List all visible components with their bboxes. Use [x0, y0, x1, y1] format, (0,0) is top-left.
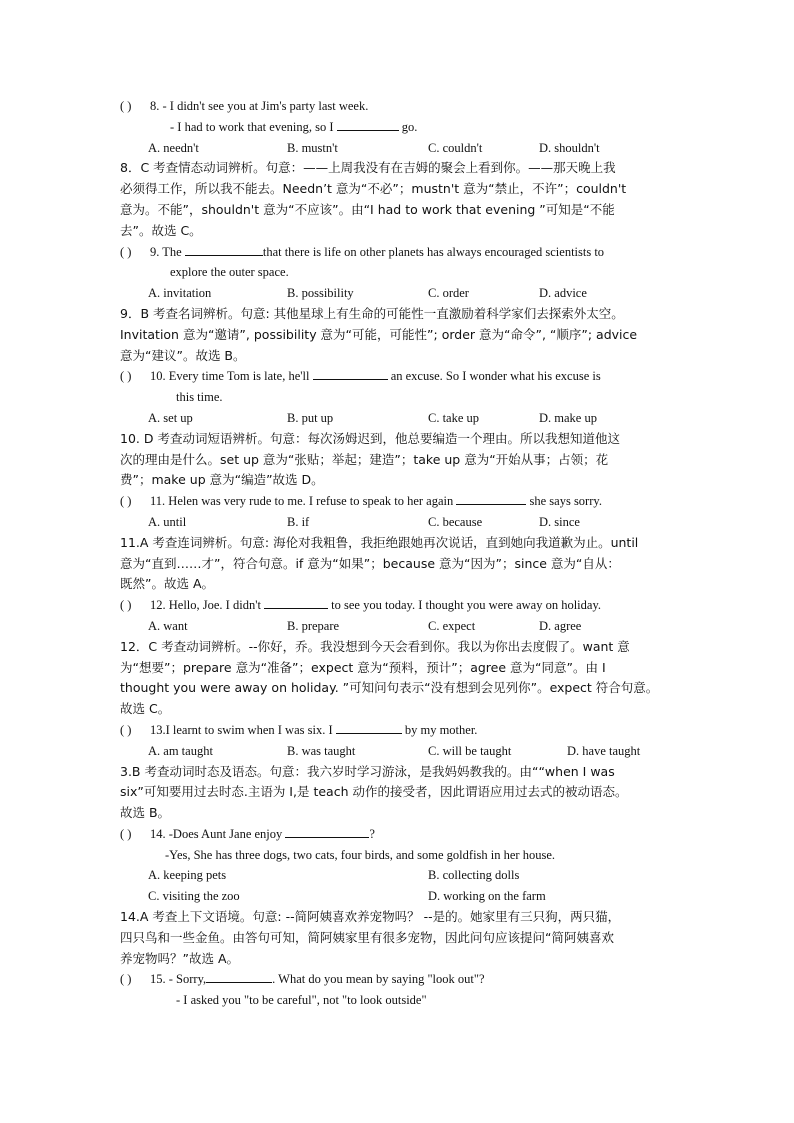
option-d: D. make up: [539, 410, 597, 425]
option-b: B. was taught: [287, 743, 356, 758]
options-9: [120, 283, 680, 304]
explanation-line: 意为“直到……才”，符合句意。if 意为“如果”；because 意为“因为”；since 意为“自从：: [120, 555, 620, 571]
answer-blank: [285, 825, 369, 838]
explanation-line: 8．C 考查情态动词辨析。句意：——上周我没有在吉姆的聚会上看到你。——那天晚上我: [120, 160, 616, 176]
question-14-line-2: -Yes, She has three dogs, two cats, four birds, and some goldfish in her house.: [165, 847, 555, 862]
answer-blank: [264, 596, 328, 609]
option-d: D. working on the farm: [428, 889, 546, 904]
options-14-row-1: [120, 865, 680, 886]
answer-paren: ( ): [120, 722, 132, 737]
question-9-line-2: explore the outer space.: [170, 265, 289, 280]
explanation-line: 9．B 考查名词辨析。句意: 其他星球上有生命的可能性一直激励着科学家们去探索外太空。: [120, 305, 624, 321]
explanation-10: [120, 429, 680, 491]
option-b: B. prepare: [287, 618, 340, 633]
question-stem: 12. Hello, Joe. I didn't: [150, 598, 265, 613]
answer-blank: [456, 492, 526, 505]
explanation-line: 故选 B。: [120, 805, 171, 821]
question-8-line-2: [120, 117, 680, 138]
explanation-line: Invitation 意为“邀请”, possibility 意为“可能，可能性”; order 意为“命令”, “顺序”; advice: [120, 326, 638, 342]
options-14-row-2: [120, 886, 680, 907]
explanation-line: thought you were away on holiday. ”可知问句表示“没有想到会见列你”。expect 符合句意。: [120, 680, 659, 696]
question-10-line-2: this time.: [176, 390, 223, 405]
question-15-line-2: - I asked you "to be careful", not "to look outside": [176, 993, 427, 1008]
option-c: C. will be taught: [428, 743, 512, 758]
question-11: [120, 491, 680, 512]
question-8: [120, 96, 680, 117]
options-11: [120, 512, 680, 533]
option-a: A. am taught: [148, 743, 213, 758]
option-c: C. because: [428, 514, 483, 529]
explanation-12: [120, 637, 680, 720]
question-15: [120, 969, 680, 990]
explanation-line: 次的理由是什么。set up 意为“张贴；举起；建造”；take up 意为“开始从事；占领；花: [120, 451, 609, 467]
explanation-13: [120, 762, 680, 824]
option-b: B. mustn't: [287, 140, 338, 155]
question-stem: go.: [398, 119, 418, 134]
option-a: A. want: [148, 618, 188, 633]
option-c: C. expect: [428, 618, 476, 633]
option-d: D. shouldn't: [539, 140, 600, 155]
option-b: B. collecting dolls: [428, 868, 520, 883]
document-page: [120, 96, 680, 1011]
options-10: [120, 408, 680, 429]
explanation-line: 意为。不能”，shouldn't 意为“不应该”。由“I had to work that evening ”可知是“不能: [120, 201, 615, 217]
option-a: A. keeping pets: [148, 868, 227, 883]
answer-paren: ( ): [120, 99, 132, 113]
question-stem: she says sorry.: [526, 494, 602, 509]
explanation-line: 意为“建议”。故选 B。: [120, 347, 246, 363]
options-13: [120, 741, 680, 762]
explanation-line: 12．C 考查动词辨析。--你好，乔。我没想到今天会看到你。我以为你出去度假了。want 意: [120, 638, 630, 654]
question-14: [120, 824, 680, 845]
question-12: [120, 595, 680, 616]
option-a: A. set up: [148, 410, 193, 425]
question-stem: ?: [369, 826, 375, 841]
question-stem: - I had to work that evening, so I: [170, 119, 337, 134]
explanation-line: 故选 C。: [120, 701, 171, 717]
explanation-line: 四只鸟和一些金鱼。由答句可知，简阿姨家里有很多宠物，因此问句应该提问“简阿姨喜欢: [120, 929, 614, 945]
explanation-line: 为“想要”；prepare 意为“准备”；expect 意为“预料，预计”；agree 意为“同意”。由 I: [120, 659, 606, 675]
option-d: D. advice: [539, 286, 587, 301]
option-c: C. order: [428, 286, 469, 301]
option-c: C. couldn't: [428, 140, 483, 155]
question-stem: 9. The: [150, 244, 185, 259]
question-stem: that there is life on other planets has always encouraged scientists to: [262, 244, 605, 259]
question-13: [120, 720, 680, 741]
answer-blank: [337, 118, 399, 131]
question-stem: 11. Helen was very rude to me. I refuse to speak to her again: [150, 494, 457, 509]
option-d: D. have taught: [567, 743, 641, 758]
question-stem: 14. -Does Aunt Jane enjoy: [150, 826, 286, 841]
answer-paren: ( ): [120, 494, 132, 509]
question-stem: by my mother.: [401, 722, 478, 737]
explanation-8: [120, 158, 680, 241]
option-b: B. put up: [287, 410, 334, 425]
answer-paren: ( ): [120, 972, 132, 987]
question-stem: . What do you mean by saying "look out"?: [272, 972, 485, 987]
explanation-line: 10. D 考查动词短语辨析。句意：每次汤姆迟到，他总要编造一个理由。所以我想知道他这: [120, 430, 620, 446]
question-stem: 10. Every time Tom is late, he'll: [150, 369, 313, 384]
option-c: C. visiting the zoo: [148, 889, 240, 904]
options-8: [120, 138, 680, 159]
answer-blank: [313, 367, 388, 380]
option-b: B. if: [287, 514, 310, 529]
explanation-14: [120, 907, 680, 969]
options-12: [120, 616, 680, 637]
option-b: B. possibility: [287, 286, 354, 301]
answer-paren: ( ): [120, 826, 132, 841]
option-c: C. take up: [428, 410, 480, 425]
explanation-line: 费”；make up 意为“编造”故选 D。: [120, 472, 324, 488]
explanation-line: 14.A 考查上下文语境。句意: --简阿姨喜欢养宠物吗？ --是的。她家里有三只狗，两只猫，: [120, 909, 621, 925]
option-a: A. needn't: [148, 140, 199, 155]
explanation-9: [120, 304, 680, 366]
option-d: D. agree: [539, 618, 582, 633]
explanation-11: [120, 533, 680, 595]
question-stem: 15. - Sorry,: [150, 972, 207, 987]
explanation-line: 必须得工作，所以我不能去。Needn’t 意为“不必”；mustn't 意为“禁止，不许”；couldn't: [120, 181, 627, 197]
question-stem: to see you today. I thought you were away on holiday.: [328, 598, 602, 613]
explanation-line: 11.A 考查连词辨析。句意: 海伦对我粗鲁，我拒绝跟她再次说话，直到她向我道歉为止。until: [120, 534, 639, 550]
answer-paren: ( ): [120, 598, 132, 613]
answer-blank: [185, 243, 263, 256]
option-a: A. invitation: [148, 286, 212, 301]
question-9: [120, 242, 680, 263]
answer-paren: ( ): [120, 244, 132, 259]
answer-blank: [336, 721, 402, 734]
question-stem: 8. - I didn't see you at Jim's party last week.: [150, 99, 369, 113]
question-stem: an excuse. So I wonder what his excuse is: [387, 369, 601, 384]
option-d: D. since: [539, 514, 580, 529]
explanation-line: 既然”。故选 A。: [120, 576, 215, 592]
explanation-line: 3.B 考查动词时态及语态。句意：我六岁时学习游泳，是我妈妈教我的。由““when I was: [120, 763, 615, 779]
question-stem: 13.I learnt to swim when I was six. I: [150, 722, 336, 737]
question-10: [120, 366, 680, 387]
explanation-line: six”可知要用过去时态.主语为 I,是 teach 动作的接受者，因此谓语应用过去式的被动语态。: [120, 784, 628, 800]
explanation-line: 去”。故选 C。: [120, 222, 202, 238]
answer-blank: [206, 970, 272, 983]
explanation-line: 养宠物吗？”故选 A。: [120, 950, 240, 966]
option-a: A. until: [148, 514, 187, 529]
answer-paren: ( ): [120, 369, 132, 384]
